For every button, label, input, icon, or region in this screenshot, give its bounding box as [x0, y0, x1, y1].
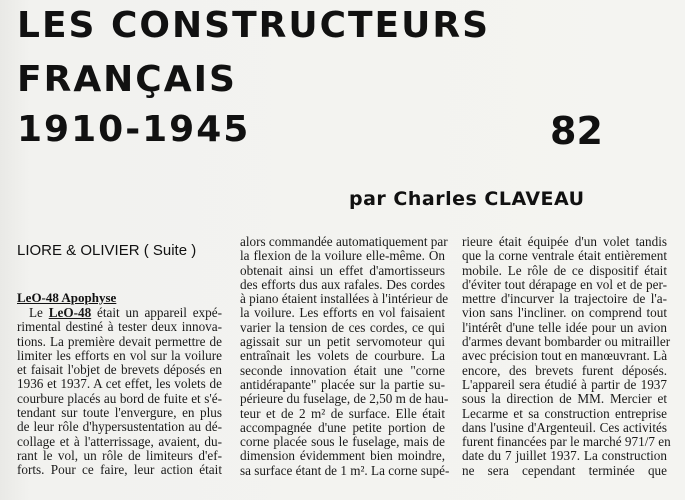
text-line: furent financées par le marché 971/7 en	[462, 434, 671, 450]
text-line: rant le vol, un rôle de limiteurs d'ef-	[17, 447, 222, 463]
text-line: mobile. Le rôle de ce dispositif était	[462, 262, 667, 278]
text-line: rieure était équipée d'un volet tandis	[462, 234, 667, 249]
text-line: sous la direction de MM. Mercier et	[462, 391, 667, 407]
subheading: LeO-48 Apophyse	[17, 290, 117, 305]
text-line: la flexion de la voilure elle-même. On	[240, 248, 445, 264]
issue-number: 82	[550, 109, 603, 153]
text-line: courbure placés au bord de fuite et s'é-	[17, 390, 222, 406]
title-line-2: FRANÇAIS	[17, 59, 237, 100]
text-line: tendant sur toute l'envergure, en plus	[17, 405, 222, 421]
text-line: l'intérêt d'une telle idée pour un avion	[462, 319, 667, 335]
text-line: entraînait les volets de courbure. La	[240, 348, 445, 364]
text-line: mettre d'incurver la trajectoire de l'a-	[462, 291, 667, 307]
lead-prefix: Le	[29, 305, 49, 320]
text-line: Lecarme et sa construction entreprise	[462, 405, 667, 421]
text-line: ne sera cependant terminée que	[462, 462, 667, 478]
text-line: collage et à l'atterrissage, avaient, du-	[17, 433, 222, 449]
text-line: d'armes devant bombarder ou mitrailler	[462, 334, 671, 350]
text-column-2	[240, 234, 450, 478]
title-line-1: LES CONSTRUCTEURS	[17, 5, 491, 46]
text-line: vion sans l'incliner. on comprend tout	[462, 305, 667, 321]
text-line: avec précision tout en manœuvrant. Là	[462, 348, 668, 364]
text-line: varier la tension de ces cordes, ce qui	[240, 319, 445, 335]
text-line: que la corne ventrale était entièrement	[462, 248, 667, 264]
text-line: corne placée sous le fuselage, mais de	[240, 434, 445, 450]
text-line: limiter les efforts en vol sur la voilure	[17, 347, 222, 363]
text-line: dimension évidemment bien moindre,	[240, 448, 445, 464]
text-line: de leur rôle d'hypersustentation au dé-	[17, 419, 222, 435]
text-line: rimental destiné à tester deux innova-	[17, 319, 222, 335]
text-line: périeure du fuselage, de 2,50 m de hau-	[240, 391, 449, 407]
text-line: la voilure. Les efforts en vol faisaient	[240, 305, 445, 321]
text-line: obtenait ainsi un effet d'amortisseurs	[240, 262, 445, 278]
text-line: des efforts dus aux rafales. Des cordes	[240, 276, 445, 292]
title-line-3: 1910-1945	[17, 109, 251, 150]
text-line: encore, des brevets furent déposés.	[462, 362, 667, 378]
lead-rest: était un appareil expé-	[91, 305, 222, 320]
author-byline: par Charles CLAVEAU	[349, 188, 585, 210]
text-column-1	[17, 306, 222, 478]
text-line: teur et de 2 m² de surface. Elle était	[240, 405, 445, 421]
text-line: seconde innovation était une "corne	[240, 362, 445, 378]
text-line: à piano étaient installées à l'intérieur de	[240, 291, 449, 307]
text-line: et faisait l'objet de brevets déposés en	[17, 362, 222, 378]
section-title: LIORE & OLIVIER ( Suite )	[17, 242, 197, 259]
text-line: antidérapante" placée sur la partie su-	[240, 376, 445, 392]
text-line: alors commandée automatiquement par	[240, 234, 448, 249]
text-line: accompagnée d'une petite portion de	[240, 419, 445, 435]
text-line: 1936 et 1937. A cet effet, les volets de	[17, 376, 222, 392]
column-1-first-line	[17, 306, 222, 320]
text-line: sa surface étant de 1 m². La corne supé-	[240, 462, 450, 478]
text-line: date du 7 juillet 1937. La construction	[462, 448, 667, 464]
lead-model: LeO-48	[48, 305, 92, 320]
text-line: dans l'usine d'Argenteuil. Ces activités	[462, 419, 667, 435]
text-line: agissait sur un petit servomoteur qui	[240, 334, 445, 350]
text-column-3	[462, 234, 671, 478]
text-line: tions. La première devait permettre de	[17, 333, 222, 349]
text-line: L'appareil sera étudié à partir de 1937	[462, 376, 667, 392]
text-line: forts. Pour ce faire, leur action était	[17, 462, 222, 478]
text-line: d'éviter tout dérapage en vol et de per-	[462, 276, 667, 292]
